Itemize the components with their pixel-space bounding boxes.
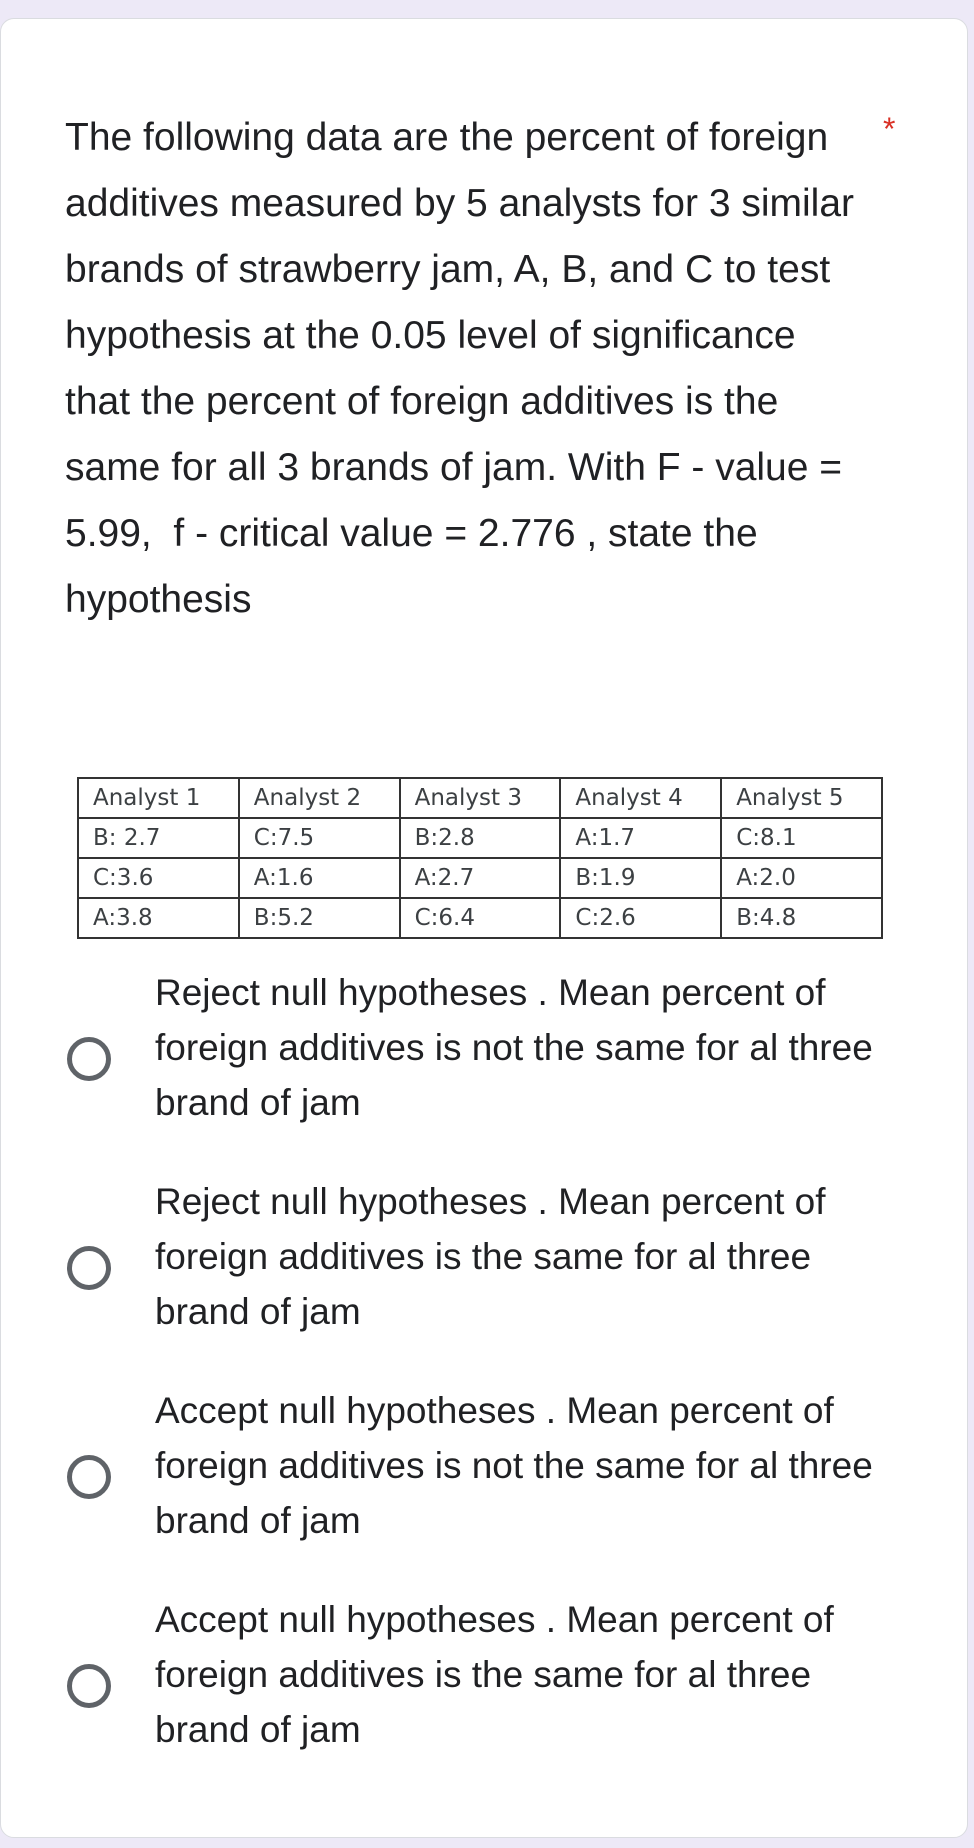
option-label[interactable]: Accept null hypotheses . Mean percent of foreign additives is not the same for al three brand of jam (155, 1390, 873, 1541)
table-cell: A:2.0 (721, 858, 882, 898)
table-cell: C:7.5 (239, 818, 400, 858)
table-header-row (78, 778, 882, 818)
table-cell: B:4.8 (721, 898, 882, 938)
radio-button[interactable] (67, 1455, 111, 1499)
question-card (0, 18, 968, 1838)
table-cell: C:6.4 (400, 898, 561, 938)
table-cell: C:8.1 (721, 818, 882, 858)
table-row (78, 858, 882, 898)
option-label[interactable]: Accept null hypotheses . Mean percent of foreign additives is the same for al three brand of jam (155, 1599, 834, 1750)
option-label[interactable]: Reject null hypotheses . Mean percent of foreign additives is the same for al three brand of jam (155, 1181, 826, 1332)
question-text: The following data are the percent of foreign additives measured by 5 analysts for 3 similar brands of strawberry jam, A, B, and C to test hypothesis at the 0.05 level of significance that the percent of foreign additives is the same for all 3 brands of jam. With F - value = 5.99, f - critical value = 2.776 , state the hypothesis (65, 116, 865, 621)
column-header: Analyst 4 (560, 778, 721, 818)
table-cell: A:1.6 (239, 858, 400, 898)
radio-button[interactable] (67, 1664, 111, 1708)
table-cell: C:3.6 (78, 858, 239, 898)
table-cell: B:5.2 (239, 898, 400, 938)
table-cell: B: 2.7 (78, 818, 239, 858)
option-label[interactable]: Reject null hypotheses . Mean percent of foreign additives is not the same for al three brand of jam (155, 972, 873, 1123)
table-row (78, 898, 882, 938)
column-header: Analyst 3 (400, 778, 561, 818)
table-cell: B:1.9 (560, 858, 721, 898)
data-table (77, 777, 883, 939)
table-cell: A:3.8 (78, 898, 239, 938)
table-row (78, 818, 882, 858)
table-cell: C:2.6 (560, 898, 721, 938)
table-cell: A:2.7 (400, 858, 561, 898)
column-header: Analyst 1 (78, 778, 239, 818)
radio-button[interactable] (67, 1037, 111, 1081)
table-cell: B:2.8 (400, 818, 561, 858)
column-header: Analyst 5 (721, 778, 882, 818)
column-header: Analyst 2 (239, 778, 400, 818)
required-asterisk: * (883, 111, 896, 147)
table-cell: A:1.7 (560, 818, 721, 858)
radio-button[interactable] (67, 1246, 111, 1290)
